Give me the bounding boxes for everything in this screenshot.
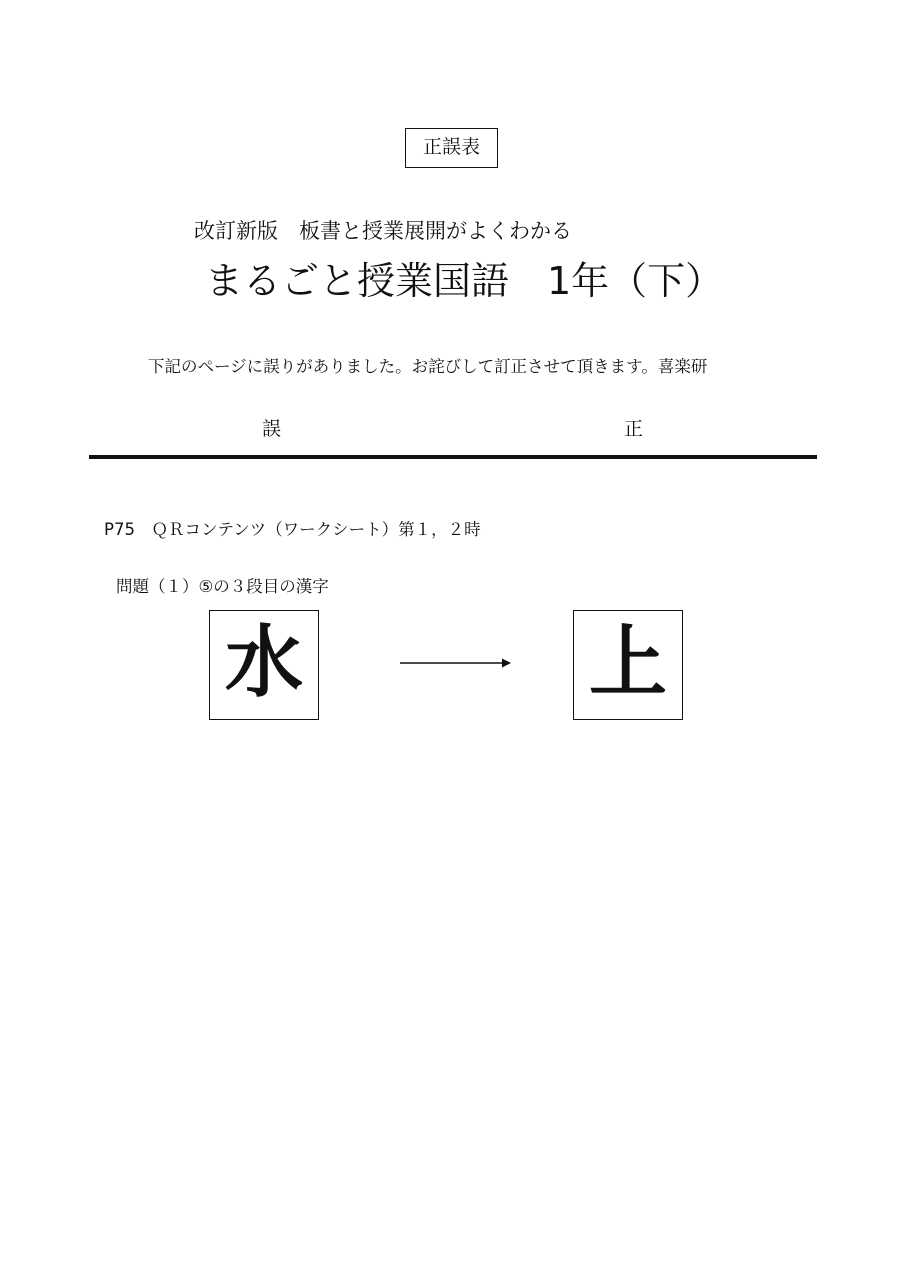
wrong-character-box: 水: [209, 610, 319, 720]
book-title: まるごと授業国語 1年（下）: [205, 259, 724, 303]
book-subtitle: 改訂新版 板書と授業展開がよくわかる: [194, 219, 572, 243]
right-character-box: 上: [573, 610, 683, 720]
notice-text: 下記のページに誤りがありました。お詫びして訂正させて頂きます。喜楽研: [148, 357, 708, 376]
doc-label: 正誤表: [405, 128, 498, 168]
correction-question: 問題（１）⑤の３段目の漢字: [116, 577, 329, 596]
arrow-right-icon: [400, 656, 512, 670]
divider-rule: [89, 455, 817, 459]
column-heading-right: 正: [624, 418, 644, 440]
column-heading-wrong: 誤: [262, 418, 282, 440]
correction-location: P75 ＱＲコンテンツ（ワークシート）第１，２時: [104, 520, 481, 539]
